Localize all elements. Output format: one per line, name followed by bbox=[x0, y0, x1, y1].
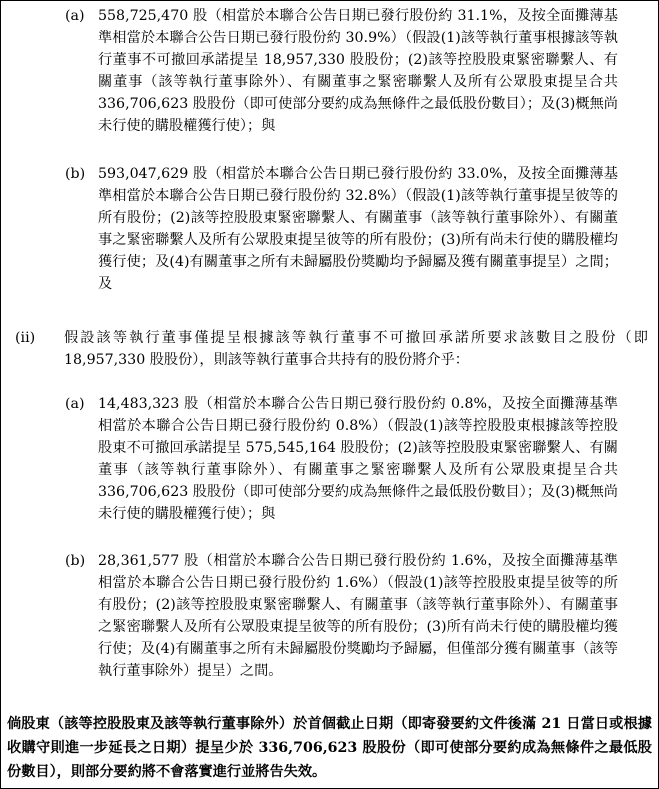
clause-marker: (b) bbox=[65, 553, 86, 569]
clause-text: 14,483,323 股（相當於本聯合公告日期已發行股份約 0.8%，及按全面攤薄基準相當於本聯合公告日期已發行股份約 0.8%）（假設(1)該等控股股東根據該等控股股東不可撤回承諾提呈 575,545,164 股股份；(2)該等控股股東緊密聯繫人、有關董事（該等執行董事除外）、有關董事之緊密聯繫人及所有公眾股東提呈合共 336,706,623 股股份（即可使部分要約成為無條件之最低股份數目）；及(3)概無尚未行使的購股權獲行使）；與 bbox=[98, 396, 618, 522]
clause-marker: (b) bbox=[65, 166, 86, 182]
clause-marker: (ii) bbox=[15, 330, 36, 346]
clause-text: 28,361,577 股（相當於本聯合公告日期已發行股份約 1.6%，及按全面攤薄基準相當於本聯合公告日期已發行股份約 1.6%）（假設(1)該等控股股東提呈彼等的所有股份；(2)該等控股股東緊密聯繫人、有關董事（該等執行董事除外）、有關董事之緊密聯繫人及所有公眾股東提呈彼等的所有股份；(3)所有尚未行使的購股權均獲行使；及(4)有關董事之所有未歸屬股份獎勵均予歸屬，但僅部分獲有關董事（該等執行董事除外）提呈）之間。 bbox=[98, 553, 618, 679]
clause-text: 593,047,629 股（相當於本聯合公告日期已發行股份約 33.0%，及按全面攤薄基準相當於本聯合公告日期已發行股份約 32.8%）（假設(1)該等執行董事提呈彼等的所有股份；(2)該等控股股東緊密聯繫人、有關董事（該等執行董事除外）、有關董事之緊密聯繫人及所有公眾股東提呈彼等的所有股份；(3)所有尚未行使的購股權均獲行使；及(4)有關董事之所有未歸屬股份獎勵均予歸屬及獲有關董事提呈）之間；及 bbox=[98, 166, 618, 292]
clause-text: 558,725,470 股（相當於本聯合公告日期已發行股份約 31.1%，及按全面攤薄基準相當於本聯合公告日期已發行股份約 30.9%）（假設(1)該等執行董事根據該等執行董事不可撤回承諾提呈 18,957,330 股股份；(2)該等控股股東緊密聯繫人、有關董事（該等執行董事除外）、有關董事之緊密聯繫人及所有公眾股東提呈合共 336,706,623 股股份（即可使部分要約成為無條件之最低股份數目）；及(3)概無尚未行使的購股權獲行使）；與 bbox=[98, 8, 618, 134]
lapse-condition-notice: 倘股東（該等控股股東及該等執行董事除外）於首個截止日期（即寄發要約文件後滿 21 日當日或根據收購守則進一步延長之日期）提呈少於 336,706,623 股股份（即可使部分要約成為無條件之最低股份數目），則部分要約將不會落實進行並將告失效。 bbox=[7, 716, 652, 780]
clause-text: 假設該等執行董事僅提呈根據該等執行董事不可撤回承諾所要求該數目之股份（即 18,957,330 股股份），則該等執行董事合共持有的股份將介乎： bbox=[64, 330, 648, 368]
clause-marker: (a) bbox=[65, 8, 85, 24]
clause-marker: (a) bbox=[65, 396, 85, 412]
